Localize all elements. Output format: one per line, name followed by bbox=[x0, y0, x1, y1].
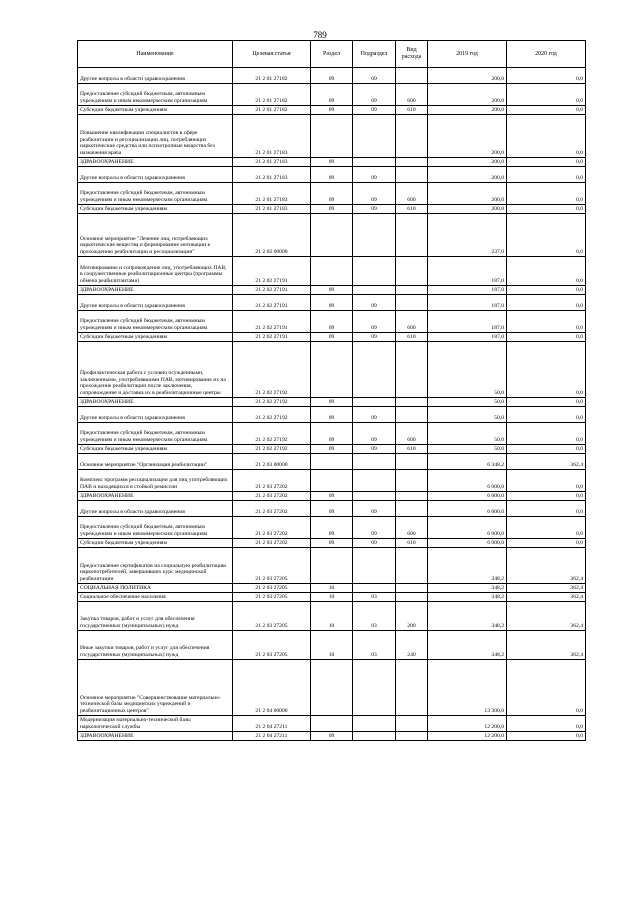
cell-subsection: 09 bbox=[353, 501, 396, 517]
cell-target: 21 2 02 27192 bbox=[233, 445, 311, 454]
cell-2020: 0,0 bbox=[507, 407, 586, 423]
cell-expense-type: 240 bbox=[396, 631, 428, 660]
cell-2019: 200,0 bbox=[428, 115, 507, 158]
cell-expense-type bbox=[396, 214, 428, 257]
cell-2019: 50,0 bbox=[428, 398, 507, 407]
cell-expense-type: 600 bbox=[396, 311, 428, 333]
cell-target: 21 2 01 27182 bbox=[233, 68, 311, 84]
cell-name: Другие вопросы в области здравоохранения bbox=[78, 167, 233, 183]
cell-subsection bbox=[353, 548, 396, 584]
cell-section: 09 bbox=[311, 84, 353, 106]
cell-2020: 0,0 bbox=[507, 84, 586, 106]
cell-name: Субсидии бюджетным учреждениям bbox=[78, 333, 233, 342]
table-row bbox=[78, 286, 586, 295]
table-row bbox=[78, 205, 586, 214]
cell-2019: 200,0 bbox=[428, 167, 507, 183]
table-row bbox=[78, 501, 586, 517]
cell-name: Субсидии бюджетным учреждениям bbox=[78, 445, 233, 454]
cell-expense-type bbox=[396, 454, 428, 470]
cell-2020: 0,0 bbox=[507, 517, 586, 539]
cell-2019: 6 000,0 bbox=[428, 470, 507, 492]
cell-subsection bbox=[353, 470, 396, 492]
cell-subsection bbox=[353, 342, 396, 398]
cell-name: ЗДРАВООХРАНЕНИЕ bbox=[78, 286, 233, 295]
cell-2020: 0,0 bbox=[507, 539, 586, 548]
cell-name: Другие вопросы в области здравоохранения bbox=[78, 407, 233, 423]
cell-target: 21 2 03 27202 bbox=[233, 539, 311, 548]
cell-subsection: 09 bbox=[353, 445, 396, 454]
cell-target: 21 2 01 27183 bbox=[233, 158, 311, 167]
cell-section: 09 bbox=[311, 492, 353, 501]
cell-name: СОЦИАЛЬНАЯ ПОЛИТИКА bbox=[78, 584, 233, 593]
cell-section: 09 bbox=[311, 158, 353, 167]
cell-section: 09 bbox=[311, 445, 353, 454]
cell-section bbox=[311, 470, 353, 492]
cell-target: 21 2 02 27191 bbox=[233, 257, 311, 286]
cell-expense-type: 600 bbox=[396, 183, 428, 205]
header-2020: 2020 год bbox=[507, 41, 586, 68]
cell-target: 21 2 03 27205 bbox=[233, 593, 311, 602]
cell-2019: 348,2 bbox=[428, 631, 507, 660]
cell-2020: 0,0 bbox=[507, 501, 586, 517]
cell-2020: 0,0 bbox=[507, 295, 586, 311]
page-number: 789 bbox=[313, 30, 327, 40]
cell-section: 09 bbox=[311, 732, 353, 741]
cell-2020: 0,0 bbox=[507, 106, 586, 115]
cell-2020: 0,0 bbox=[507, 716, 586, 732]
cell-2019: 187,0 bbox=[428, 333, 507, 342]
cell-expense-type bbox=[396, 584, 428, 593]
cell-subsection: 09 bbox=[353, 167, 396, 183]
cell-section: 09 bbox=[311, 167, 353, 183]
cell-section bbox=[311, 716, 353, 732]
table-row bbox=[78, 454, 586, 470]
cell-section bbox=[311, 660, 353, 716]
cell-section: 09 bbox=[311, 539, 353, 548]
table-row bbox=[78, 423, 586, 445]
table-header-row bbox=[78, 41, 586, 68]
cell-name: Другие вопросы в области здравоохранения bbox=[78, 295, 233, 311]
table-row bbox=[78, 295, 586, 311]
cell-name: Основное мероприятие "Организация реабилитации" bbox=[78, 454, 233, 470]
cell-subsection: 09 bbox=[353, 333, 396, 342]
cell-2020: 0,0 bbox=[507, 492, 586, 501]
cell-expense-type bbox=[396, 115, 428, 158]
cell-subsection bbox=[353, 732, 396, 741]
cell-subsection: 09 bbox=[353, 517, 396, 539]
table-row bbox=[78, 445, 586, 454]
cell-subsection: 09 bbox=[353, 539, 396, 548]
cell-subsection: 03 bbox=[353, 631, 396, 660]
header-2019: 2019 год bbox=[428, 41, 507, 68]
cell-2019: 50,0 bbox=[428, 445, 507, 454]
cell-target: 21 2 04 27211 bbox=[233, 716, 311, 732]
cell-section: 09 bbox=[311, 106, 353, 115]
cell-2020: 0,0 bbox=[507, 158, 586, 167]
cell-expense-type bbox=[396, 295, 428, 311]
cell-subsection: 09 bbox=[353, 183, 396, 205]
cell-name: Предоставление субсидий бюджетным, автономным учреждениям и иным некоммерческим организациям bbox=[78, 183, 233, 205]
cell-expense-type bbox=[396, 158, 428, 167]
cell-expense-type bbox=[396, 257, 428, 286]
cell-2019: 348,2 bbox=[428, 548, 507, 584]
table-row bbox=[78, 517, 586, 539]
table-row bbox=[78, 407, 586, 423]
cell-name: Субсидии бюджетным учреждениям bbox=[78, 106, 233, 115]
cell-target: 21 2 02 27191 bbox=[233, 286, 311, 295]
cell-target: 21 2 02 00000 bbox=[233, 214, 311, 257]
cell-subsection: 03 bbox=[353, 593, 396, 602]
cell-target: 21 2 04 27211 bbox=[233, 732, 311, 741]
header-section: Раздел bbox=[311, 41, 353, 68]
cell-2019: 237,0 bbox=[428, 214, 507, 257]
table-row bbox=[78, 342, 586, 398]
cell-2020: 362,4 bbox=[507, 631, 586, 660]
cell-target: 21 2 04 00000 bbox=[233, 660, 311, 716]
cell-expense-type: 610 bbox=[396, 539, 428, 548]
cell-2019: 187,0 bbox=[428, 295, 507, 311]
cell-target: 21 2 01 27183 bbox=[233, 115, 311, 158]
table-row bbox=[78, 333, 586, 342]
cell-name: Иные закупки товаров, работ и услуг для обеспечения государственных (муниципальных) нужд bbox=[78, 631, 233, 660]
cell-section: 09 bbox=[311, 183, 353, 205]
header-expense-type: Вид расхода bbox=[396, 41, 428, 68]
cell-2019: 200,0 bbox=[428, 106, 507, 115]
cell-target: 21 2 03 27202 bbox=[233, 470, 311, 492]
cell-2019: 12 200,0 bbox=[428, 716, 507, 732]
cell-section bbox=[311, 257, 353, 286]
cell-subsection: 09 bbox=[353, 295, 396, 311]
cell-2019: 187,0 bbox=[428, 286, 507, 295]
cell-target: 21 2 02 27192 bbox=[233, 398, 311, 407]
cell-section: 09 bbox=[311, 295, 353, 311]
cell-name: Предоставление субсидий бюджетным, автономным учреждениям и иным некоммерческим организациям bbox=[78, 311, 233, 333]
cell-target: 21 2 03 27205 bbox=[233, 602, 311, 631]
cell-subsection bbox=[353, 454, 396, 470]
cell-expense-type: 610 bbox=[396, 333, 428, 342]
cell-name: Предоставление субсидий бюджетным, автономным учреждениям и иным некоммерческим организациям bbox=[78, 84, 233, 106]
cell-section: 09 bbox=[311, 68, 353, 84]
cell-expense-type bbox=[396, 732, 428, 741]
cell-2020: 0,0 bbox=[507, 398, 586, 407]
cell-expense-type bbox=[396, 68, 428, 84]
cell-name: Закупка товаров, работ и услуг для обеспечения государственных (муниципальных) нужд bbox=[78, 602, 233, 631]
table-row bbox=[78, 84, 586, 106]
cell-target: 21 2 03 00000 bbox=[233, 454, 311, 470]
cell-name: Предоставление сертификатов на социальную реабилитацию наркопотребителей, завершивших курс медицинской реабилитации bbox=[78, 548, 233, 584]
cell-2019: 6 000,0 bbox=[428, 492, 507, 501]
cell-target: 21 2 03 27202 bbox=[233, 492, 311, 501]
cell-section: 09 bbox=[311, 517, 353, 539]
table-row bbox=[78, 167, 586, 183]
cell-subsection: 09 bbox=[353, 407, 396, 423]
cell-name: Субсидии бюджетным учреждениям bbox=[78, 539, 233, 548]
cell-subsection bbox=[353, 158, 396, 167]
cell-2020: 0,0 bbox=[507, 660, 586, 716]
cell-subsection bbox=[353, 286, 396, 295]
cell-section bbox=[311, 342, 353, 398]
table-row bbox=[78, 716, 586, 732]
cell-subsection: 09 bbox=[353, 423, 396, 445]
cell-2020: 0,0 bbox=[507, 205, 586, 214]
cell-name: Модернизация материально-технической базы наркологической службы bbox=[78, 716, 233, 732]
cell-target: 21 2 03 27205 bbox=[233, 631, 311, 660]
cell-section: 10 bbox=[311, 593, 353, 602]
cell-2020: 0,0 bbox=[507, 333, 586, 342]
cell-name: Комплекс программ ресоциализации для лиц употребляющих ПАВ и находящихся в стойкой ремиссии bbox=[78, 470, 233, 492]
cell-target: 21 2 02 27191 bbox=[233, 295, 311, 311]
cell-target: 21 2 02 27192 bbox=[233, 423, 311, 445]
cell-subsection bbox=[353, 584, 396, 593]
header-subsection: Подраздел bbox=[353, 41, 396, 68]
cell-2020: 362,4 bbox=[507, 593, 586, 602]
table-body bbox=[78, 68, 586, 741]
cell-section: 09 bbox=[311, 423, 353, 445]
cell-subsection bbox=[353, 398, 396, 407]
table-row bbox=[78, 311, 586, 333]
header-name: Наименование bbox=[78, 41, 233, 68]
cell-name: ЗДРАВООХРАНЕНИЕ bbox=[78, 158, 233, 167]
cell-name: Субсидии бюджетным учреждениям bbox=[78, 205, 233, 214]
cell-target: 21 2 01 27182 bbox=[233, 84, 311, 106]
cell-2020: 0,0 bbox=[507, 167, 586, 183]
table-row bbox=[78, 584, 586, 593]
cell-2019: 200,0 bbox=[428, 68, 507, 84]
table-row bbox=[78, 158, 586, 167]
budget-table bbox=[77, 40, 586, 741]
cell-expense-type: 610 bbox=[396, 205, 428, 214]
table-row bbox=[78, 68, 586, 84]
cell-2020: 0,0 bbox=[507, 342, 586, 398]
cell-name: ЗДРАВООХРАНЕНИЕ bbox=[78, 398, 233, 407]
cell-2019: 12 200,0 bbox=[428, 732, 507, 741]
cell-subsection bbox=[353, 716, 396, 732]
cell-name: Другие вопросы в области здравоохранения bbox=[78, 68, 233, 84]
cell-section: 09 bbox=[311, 311, 353, 333]
cell-2019: 13 300,0 bbox=[428, 660, 507, 716]
cell-expense-type bbox=[396, 470, 428, 492]
cell-expense-type bbox=[396, 501, 428, 517]
cell-name: Мотивирование и сопровождение лиц, употребляющих ПАВ, в сооружественные реабилитационные центры (программы обмена реабилитантами) bbox=[78, 257, 233, 286]
cell-target: 21 2 01 27182 bbox=[233, 106, 311, 115]
cell-section: 09 bbox=[311, 205, 353, 214]
cell-section: 09 bbox=[311, 398, 353, 407]
cell-2020: 362,4 bbox=[507, 548, 586, 584]
cell-target: 21 2 01 27183 bbox=[233, 167, 311, 183]
cell-2020: 0,0 bbox=[507, 286, 586, 295]
cell-expense-type bbox=[396, 492, 428, 501]
cell-name: ЗДРАВООХРАНЕНИЕ bbox=[78, 732, 233, 741]
cell-2019: 50,0 bbox=[428, 423, 507, 445]
cell-2019: 6 348,2 bbox=[428, 454, 507, 470]
cell-2019: 200,0 bbox=[428, 158, 507, 167]
table-row bbox=[78, 115, 586, 158]
cell-section bbox=[311, 115, 353, 158]
cell-expense-type bbox=[396, 548, 428, 584]
cell-section: 10 bbox=[311, 631, 353, 660]
cell-expense-type: 200 bbox=[396, 602, 428, 631]
cell-2019: 200,0 bbox=[428, 84, 507, 106]
table-row bbox=[78, 106, 586, 115]
table-row bbox=[78, 183, 586, 205]
cell-2020: 0,0 bbox=[507, 68, 586, 84]
cell-name: Профилактическая работа с условно осужденными, заключенными, употреблявшими ПАВ, мотивирование их на прохождение реабилитации после заключения, сопровождение и доставка их в реабилитационные центры bbox=[78, 342, 233, 398]
header-target: Целевая статья bbox=[233, 41, 311, 68]
cell-expense-type bbox=[396, 593, 428, 602]
cell-section: 09 bbox=[311, 407, 353, 423]
table-row bbox=[78, 593, 586, 602]
cell-section: 10 bbox=[311, 602, 353, 631]
cell-subsection bbox=[353, 492, 396, 501]
cell-subsection: 09 bbox=[353, 106, 396, 115]
cell-2020: 0,0 bbox=[507, 423, 586, 445]
cell-2019: 6 000,0 bbox=[428, 501, 507, 517]
cell-subsection: 09 bbox=[353, 68, 396, 84]
cell-2020: 0,0 bbox=[507, 115, 586, 158]
cell-target: 21 2 01 27183 bbox=[233, 183, 311, 205]
cell-section: 09 bbox=[311, 333, 353, 342]
cell-subsection bbox=[353, 660, 396, 716]
table-row bbox=[78, 470, 586, 492]
cell-2020: 0,0 bbox=[507, 732, 586, 741]
cell-expense-type bbox=[396, 716, 428, 732]
cell-subsection: 09 bbox=[353, 311, 396, 333]
cell-subsection: 09 bbox=[353, 205, 396, 214]
cell-expense-type: 600 bbox=[396, 84, 428, 106]
cell-2020: 362,4 bbox=[507, 584, 586, 593]
cell-2019: 348,2 bbox=[428, 593, 507, 602]
cell-2020: 0,0 bbox=[507, 311, 586, 333]
cell-name: Социальное обеспечение населения bbox=[78, 593, 233, 602]
cell-subsection bbox=[353, 115, 396, 158]
table-row bbox=[78, 539, 586, 548]
table-row bbox=[78, 602, 586, 631]
table-row bbox=[78, 732, 586, 741]
cell-name: Основное мероприятие "Лечение лиц, потребляющих наркотические вещества и формирование мотивации к прохождению реабилитации и ресоциализации" bbox=[78, 214, 233, 257]
cell-target: 21 2 02 27192 bbox=[233, 342, 311, 398]
cell-2020: 0,0 bbox=[507, 445, 586, 454]
cell-expense-type bbox=[396, 407, 428, 423]
cell-expense-type: 600 bbox=[396, 423, 428, 445]
cell-name: Повышение квалификации специалистов в сфере реабилитации и ресоциализации лиц, потребляющих наркотические средства или психотропные вещества без назначения врача bbox=[78, 115, 233, 158]
cell-subsection bbox=[353, 214, 396, 257]
table-row bbox=[78, 492, 586, 501]
cell-subsection: 03 bbox=[353, 602, 396, 631]
cell-2019: 348,2 bbox=[428, 602, 507, 631]
table-row bbox=[78, 257, 586, 286]
cell-expense-type bbox=[396, 286, 428, 295]
cell-target: 21 2 03 27202 bbox=[233, 501, 311, 517]
cell-2020: 0,0 bbox=[507, 470, 586, 492]
cell-2019: 50,0 bbox=[428, 407, 507, 423]
cell-target: 21 2 03 27202 bbox=[233, 517, 311, 539]
cell-2019: 200,0 bbox=[428, 183, 507, 205]
table-row bbox=[78, 631, 586, 660]
cell-name: Основное мероприятие "Совершенствование материально-технической базы медицинских учреждений и реабилитационных центров" bbox=[78, 660, 233, 716]
cell-expense-type: 600 bbox=[396, 517, 428, 539]
cell-expense-type: 610 bbox=[396, 445, 428, 454]
cell-2020: 0,0 bbox=[507, 183, 586, 205]
cell-expense-type: 610 bbox=[396, 106, 428, 115]
cell-section: 09 bbox=[311, 501, 353, 517]
cell-2019: 187,0 bbox=[428, 311, 507, 333]
cell-subsection: 09 bbox=[353, 84, 396, 106]
cell-section bbox=[311, 548, 353, 584]
cell-name: Другие вопросы в области здравоохранения bbox=[78, 501, 233, 517]
cell-target: 21 2 01 27183 bbox=[233, 205, 311, 214]
table-row bbox=[78, 398, 586, 407]
cell-2020: 0,0 bbox=[507, 257, 586, 286]
cell-section bbox=[311, 214, 353, 257]
cell-2019: 6 000,0 bbox=[428, 539, 507, 548]
cell-expense-type bbox=[396, 342, 428, 398]
cell-section bbox=[311, 454, 353, 470]
cell-2019: 348,2 bbox=[428, 584, 507, 593]
cell-expense-type bbox=[396, 398, 428, 407]
cell-2019: 50,0 bbox=[428, 342, 507, 398]
cell-target: 21 2 03 27205 bbox=[233, 548, 311, 584]
cell-target: 21 2 02 27191 bbox=[233, 311, 311, 333]
cell-section: 09 bbox=[311, 286, 353, 295]
cell-expense-type bbox=[396, 167, 428, 183]
cell-2019: 6 000,0 bbox=[428, 517, 507, 539]
table-row bbox=[78, 214, 586, 257]
cell-2020: 0,0 bbox=[507, 214, 586, 257]
table-row bbox=[78, 548, 586, 584]
cell-section: 10 bbox=[311, 584, 353, 593]
cell-expense-type bbox=[396, 660, 428, 716]
cell-name: ЗДРАВООХРАНЕНИЕ bbox=[78, 492, 233, 501]
cell-2020: 362,4 bbox=[507, 454, 586, 470]
cell-target: 21 2 03 27205 bbox=[233, 584, 311, 593]
cell-target: 21 2 02 27192 bbox=[233, 407, 311, 423]
cell-name: Предоставление субсидий бюджетным, автономным учреждениям и иным некоммерческим организациям bbox=[78, 517, 233, 539]
cell-2019: 187,0 bbox=[428, 257, 507, 286]
cell-2019: 200,0 bbox=[428, 205, 507, 214]
cell-2020: 362,4 bbox=[507, 602, 586, 631]
cell-target: 21 2 02 27191 bbox=[233, 333, 311, 342]
table-row bbox=[78, 660, 586, 716]
cell-name: Предоставление субсидий бюджетным, автономным учреждениям и иным некоммерческим организациям bbox=[78, 423, 233, 445]
cell-subsection bbox=[353, 257, 396, 286]
